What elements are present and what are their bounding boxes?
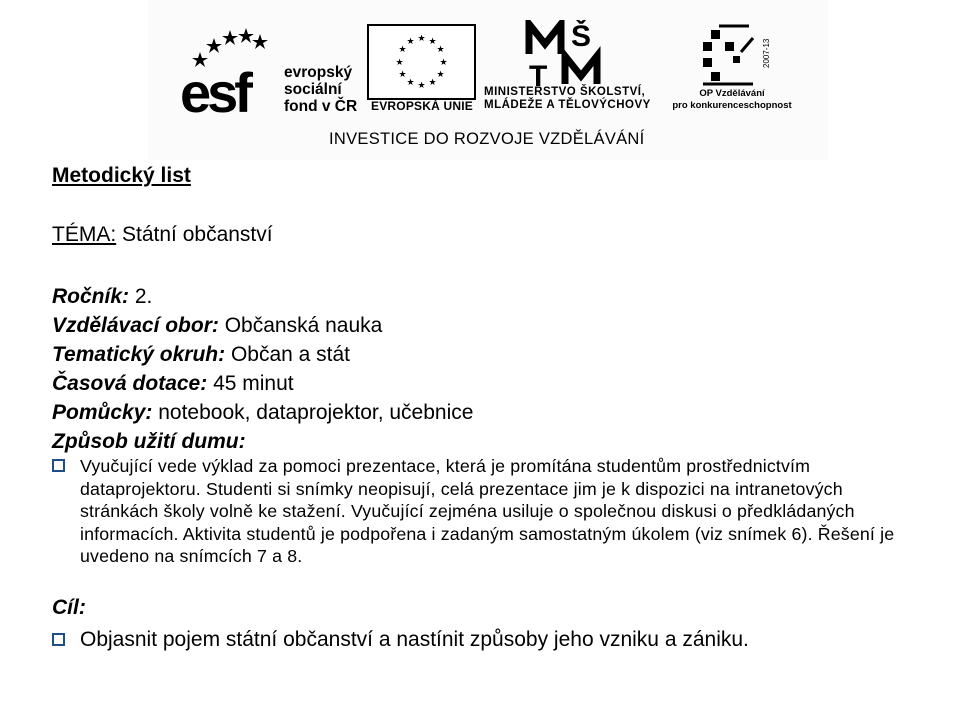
zpusob-bullet xyxy=(52,455,910,568)
svg-text:★: ★ xyxy=(395,58,404,68)
metadata-fields xyxy=(52,282,473,456)
okruh-label: Tematický okruh: xyxy=(52,343,226,366)
obor-line xyxy=(52,311,473,340)
cil-bullet xyxy=(52,627,749,653)
op-logo-icon xyxy=(697,24,771,90)
svg-text:Š: Š xyxy=(571,20,592,53)
investice-banner-text: INVESTICE DO ROZVOJE VZDĚLÁVÁNÍ xyxy=(329,130,645,148)
pomucky-label: Pomůcky: xyxy=(52,401,153,424)
svg-text:★: ★ xyxy=(398,70,407,80)
svg-text:★: ★ xyxy=(406,78,415,88)
msmt-label: MINISTERSTVO ŠKOLSTVÍ, MLÁDEŽE A TĚLOVÝCHOVY xyxy=(484,86,651,111)
okruh-line xyxy=(52,340,473,369)
zpusob-line xyxy=(52,427,473,456)
pomucky-value: notebook, dataprojektor, učebnice xyxy=(152,401,474,424)
checkbox-bullet-icon xyxy=(52,459,65,472)
msmt-logo-icon xyxy=(525,20,601,90)
svg-text:★: ★ xyxy=(398,45,407,55)
okruh-value: Občan a stát xyxy=(225,343,351,366)
cil-label: Cíl: xyxy=(52,596,86,619)
tema-value: Státní občanství xyxy=(116,223,273,246)
svg-text:2007-13: 2007-13 xyxy=(762,38,771,68)
page-title: Metodický list xyxy=(52,164,191,187)
obor-label: Vzdělávací obor: xyxy=(52,314,219,337)
svg-text:★: ★ xyxy=(406,37,415,47)
svg-text:★: ★ xyxy=(436,45,445,55)
svg-text:★: ★ xyxy=(417,81,426,91)
op-label: OP Vzdělávání pro konkurenceschopnost xyxy=(672,88,792,111)
checkbox-bullet-icon xyxy=(52,633,65,646)
svg-text:★: ★ xyxy=(439,58,448,68)
rocnik-value: 2. xyxy=(129,285,153,308)
pomucky-line xyxy=(52,398,473,427)
dotace-label: Časová dotace: xyxy=(52,372,208,395)
esf-logo-text: evropský sociální fond v ČR xyxy=(284,64,358,115)
dotace-value: 45 minut xyxy=(207,372,294,395)
eu-flag-icon xyxy=(367,24,476,100)
dotace-line xyxy=(52,369,473,398)
zpusob-text: Vyučující vede výklad za pomoci prezentace, která je promítána studentům prostřednictvím dataprojektoru. Studenti si snímky neopisují, celá prezentace jim je k dispozici na intranetových stránkách školy volně ke stažení. Vyučující zejména usiluje o společnou diskusi o předkládaných informacích. Aktivita studentů je podpořena i zadaným samostatným úkolem (viz snímek 6). Řešení je uvedeno na snímcích 7 a 8. xyxy=(80,456,895,567)
svg-text:★: ★ xyxy=(436,70,445,80)
obor-value: Občanská nauka xyxy=(218,314,383,337)
svg-text:★: ★ xyxy=(428,37,437,47)
svg-text:T: T xyxy=(529,60,548,90)
tema-label: TÉMA: xyxy=(52,223,117,246)
rocnik-label: Ročník: xyxy=(52,285,130,308)
rocnik-line xyxy=(52,282,473,311)
svg-text:esf: esf xyxy=(180,61,249,114)
eu-label: EVROPSKÁ UNIE xyxy=(371,99,473,113)
esf-logo-icon xyxy=(180,28,280,114)
tema-line xyxy=(52,223,273,247)
cil-text: Objasnit pojem státní občanství a nastínit způsoby jeho vzniku a zániku. xyxy=(80,628,749,651)
zpusob-label: Způsob užití dumu: xyxy=(52,430,246,453)
svg-text:★: ★ xyxy=(417,34,426,44)
svg-text:★: ★ xyxy=(428,78,437,88)
